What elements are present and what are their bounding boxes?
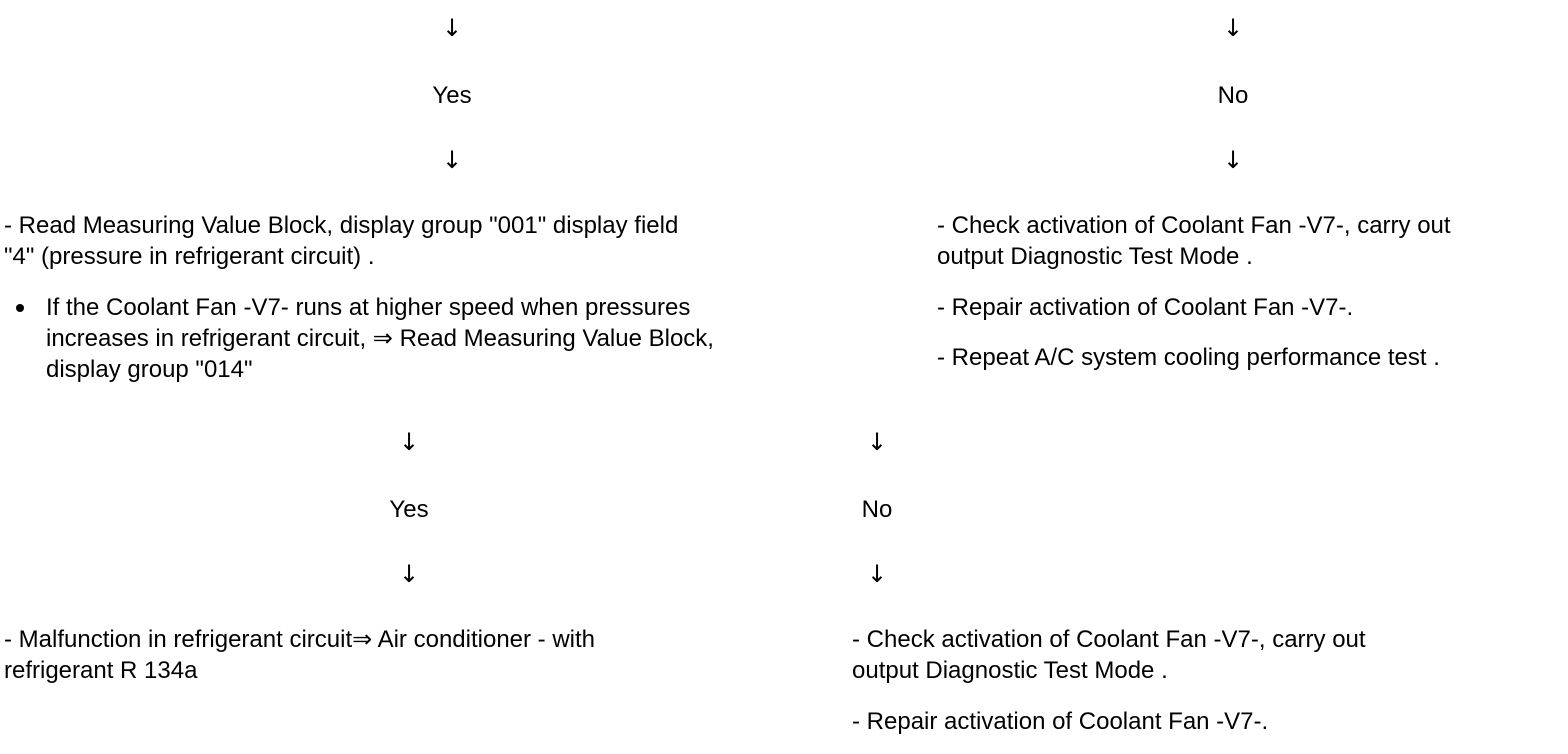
step-text: - Repeat A/C system cooling performance test . <box>937 344 1440 371</box>
step-repair-coolant-fan <box>937 292 1557 323</box>
step-text: refrigerant R 134a <box>4 657 198 684</box>
step-read-measuring-block <box>4 210 854 272</box>
step-text: - Repair activation of Coolant Fan -V7-. <box>852 708 1269 735</box>
step-check-coolant-fan-2 <box>852 624 1552 686</box>
step-text: - Repair activation of Coolant Fan -V7-. <box>937 294 1354 321</box>
branch-label-no: No <box>1217 82 1249 109</box>
arrow-down-icon: ↓ <box>1222 14 1244 42</box>
bullet-item <box>16 292 856 385</box>
arrow-down-icon: ↓ <box>441 14 463 42</box>
step-text: - Read Measuring Value Block, display group "001" display field <box>4 212 679 239</box>
arrow-down-icon: ↓ <box>398 560 420 588</box>
link-arrow-icon[interactable]: ⇒ <box>352 626 373 653</box>
step-text: - Check activation of Coolant Fan -V7-, carry out <box>937 212 1451 239</box>
period-mark: . <box>1433 344 1440 371</box>
period-mark: . <box>367 243 375 270</box>
branch-label-no: No <box>861 496 893 523</box>
period-mark: . <box>1161 657 1168 684</box>
step-repeat-cooling-test <box>937 342 1557 373</box>
bullet-text: increases in refrigerant circuit, ⇒ Read Measuring Value Block, <box>46 325 714 352</box>
step-text: output Diagnostic Test Mode . <box>852 657 1168 684</box>
step-text: output Diagnostic Test Mode . <box>937 243 1253 270</box>
period-mark: . <box>1246 243 1253 270</box>
bullet-text: If the Coolant Fan -V7- runs at higher speed when pressures <box>46 294 691 321</box>
arrow-down-icon: ↓ <box>866 428 888 456</box>
step-check-coolant-fan <box>937 210 1557 272</box>
arrow-down-icon: ↓ <box>866 560 888 588</box>
bullet-text: display group "014" <box>46 356 253 383</box>
step-text: "4" (pressure in refrigerant circuit) . <box>4 243 375 270</box>
branch-label-yes: Yes <box>432 82 472 109</box>
bullet-icon <box>16 304 24 312</box>
step-text: - Check activation of Coolant Fan -V7-, carry out <box>852 626 1366 653</box>
step-malfunction-refrigerant <box>4 624 784 686</box>
arrow-down-icon: ↓ <box>441 146 463 174</box>
arrow-down-icon: ↓ <box>1222 146 1244 174</box>
step-text: - Malfunction in refrigerant circuit⇒ Air conditioner - with <box>4 626 596 653</box>
branch-label-yes: Yes <box>389 496 429 523</box>
link-arrow-icon[interactable]: ⇒ <box>372 325 393 352</box>
arrow-down-icon: ↓ <box>398 428 420 456</box>
link-air-conditioner[interactable]: Air conditioner - with <box>372 626 596 653</box>
link-read-measuring-value-block[interactable]: Read Measuring Value Block, <box>392 325 714 352</box>
step-repair-coolant-fan-2 <box>852 706 1552 737</box>
